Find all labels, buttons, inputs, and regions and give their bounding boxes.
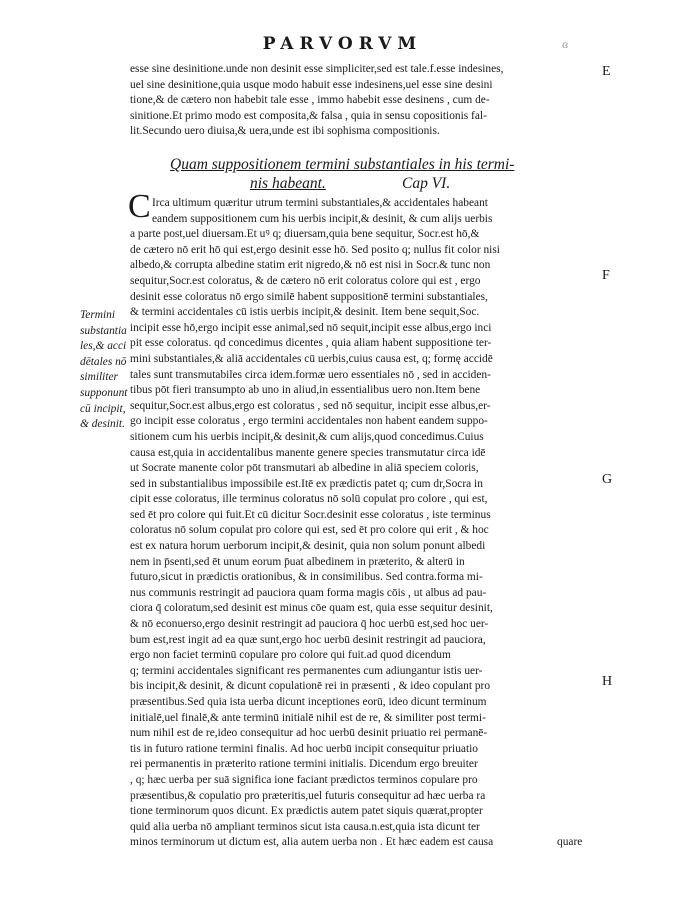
text-line: ergo non faciet terminū copulare pro colore qui fuit.ad quod dicendum xyxy=(130,649,451,662)
text-line: albedo,& corrupta albedine statim erit nigredo,& nō est nisi in Socr.& tunc non xyxy=(130,259,491,272)
text-line: & termini accidentales cū istis uerbis incipit,& desinit. Item bene sequit,Soc. xyxy=(130,306,480,319)
text-line: num nihil est de re,ideo consequitur ad hoc uerbū desinit priuatio rei permanē- xyxy=(130,727,488,740)
margin-note-line: supponunt xyxy=(80,386,128,399)
text-line: de cætero nō erit hō qui est,ergo desinit esse hō. Sed posito q; nullus fit color nisi xyxy=(130,243,500,256)
margin-note-line: les,& acci xyxy=(80,340,127,353)
text-line: nus communis restringit ad pauciora quam forma magis cōis , ut albus ad pau- xyxy=(130,586,487,599)
text-line: bum est,rest ingit ad ea quæ sunt,ergo hoc uerbū desinit restringit ad pauciora, xyxy=(130,633,486,646)
margin-letter-g: G xyxy=(602,472,613,487)
text-line: tione terminorum quos dicunt. Ex prædictis autem patet siquis quærat,propter xyxy=(130,805,483,818)
main-paragraph-body xyxy=(130,227,590,851)
text-line: bis incipit,& desinit, & dicunt copulationē rei in præsenti , & ideo copulant pro xyxy=(130,680,491,693)
text-line: ut Socrate manente color pōt transmutari ab albedine in aliā speciem coloris, xyxy=(130,462,479,475)
intro-paragraph xyxy=(130,62,590,140)
text-line: tis in futuro ratione termini finalis. Ad hoc uerbū incipit consequitur priuatio xyxy=(130,742,478,755)
text-line: rei permanentis in præterito ratione termini initialis. Dicendum ergo breuiter xyxy=(130,758,478,771)
margin-note-line: dētales nō xyxy=(80,355,127,368)
text-line: quid alia uerba nō ampliant terminos sicut ista causa.n.est,quia ista dicunt ter xyxy=(130,820,480,833)
top-mark: ɞ xyxy=(562,40,569,51)
text-line: minos terminorum ut dictum est, alia autem uerba non . Et hæc eadem est causa xyxy=(130,836,494,849)
text-line: uel sine desinitione,quia usque modo habuit esse indesinens,uel esse sine desini xyxy=(130,78,493,91)
catchword: quare xyxy=(557,836,583,848)
text-line: præsentibus.Sed quia ista uerba dicunt inceptiones eorū, ideo dicunt terminum xyxy=(130,696,487,708)
chapter-heading-line2: nis habeant. xyxy=(250,175,326,192)
chapter-number: Cap VI. xyxy=(402,175,451,192)
text-line: sequitur,Socr.est coloratus, & de cætero nō erit coloratus colore qui est , ergo xyxy=(130,274,481,287)
text-line: & nō econuerso,ergo desinit restringit ad pauciora q̄ hoc uerbū est,sed hoc uer- xyxy=(130,618,489,631)
text-line: tibus pōt fieri transumpto ab uno in aliud,in essentialibus uero non.Item bene xyxy=(130,384,481,397)
running-head: PARVORVM xyxy=(262,34,423,54)
text-line: Irca ultimum quæritur utrum termini substantiales,& accidentales habeant xyxy=(152,197,488,209)
margin-letter-h: H xyxy=(602,674,613,689)
text-line: nem in p̄senti,sed ēt unum eorum p̄uat albedinem in præterito, & alterū in xyxy=(130,555,465,568)
text-line: pit esse coloratus. qd concedimus dicentes , quia aliam habent suppositione ter- xyxy=(130,337,492,350)
text-line: incipit esse hō,ergo incipit esse animal,sed nō sequit,incipit esse albus,ergo inci xyxy=(130,321,492,334)
text-line: , q; hæc uerba per suā significa ione faciant prædictos terminos copulare pro xyxy=(130,773,478,786)
text-line: futuro,sicut in prædictis orationibus, & in consimilibus. Sed contra.forma mi- xyxy=(130,571,483,584)
text-line: sequitur,Socr.est albus,ergo est coloratus , sed nō sequitur, incipit esse albus,er- xyxy=(130,399,491,412)
margin-note-line: cū incipit, xyxy=(80,402,126,415)
text-line: sinitione.Et primo modo est composita,& falsa , quia in sensu copositionis fal- xyxy=(130,109,487,122)
margin-letter-e: E xyxy=(602,64,611,79)
text-line: causa est,quia in accidentalibus manente genere species transmutatur circa idē xyxy=(130,446,486,459)
text-line: sitionem cum his uerbis incipit,& desinit,& cum alijs,quod concedimus.Cuius xyxy=(130,430,484,443)
text-line: esse sine desinitione.unde non desinit esse simpliciter,sed est tale.f.esse indesines, xyxy=(130,63,504,75)
text-line: sed ēt pro colore qui fuit.Et cū dicitur Socr.desinit esse coloratus , iste terminus xyxy=(130,508,491,521)
text-line: tione,& de cætero non habebit tale esse , immo habebit esse desinens , cum de- xyxy=(130,94,490,107)
margin-note-line: & desinit. xyxy=(80,418,125,431)
chapter-heading-line1: Quam suppositionem termini substantiales in his termi- xyxy=(170,156,515,173)
text-line: tales sunt transmutabiles circa idem.formæ uero essentiales nō , sed in acciden- xyxy=(130,368,491,381)
margin-note-line: similiter xyxy=(80,371,118,384)
text-line: ciora q̄ coloratum,sed desinit est minus cōe quam est, quia esse sequitur desinit, xyxy=(130,602,493,615)
text-line: mini substantiales,& aliā accidentales cū uerbis,cuius causa est, q; formę accidē xyxy=(130,352,493,365)
text-line: initialē,uel finalē,& ante terminū initialē nihil est de re, & similiter post termi- xyxy=(130,711,486,724)
text-line: est ex natura horum uerborum incipit,& desinit, quia non solum ponunt albedi xyxy=(130,540,486,553)
margin-note-line: substantia xyxy=(80,324,127,337)
text-line: a parte post,uel diuersam.Et uꝰ q; diuersam,quia bene sequitur, Socr.est hō,& xyxy=(130,228,480,241)
text-line: desinit esse coloratus nō ergo similē habent suppositionē termini substantiales, xyxy=(130,290,488,303)
margin-letter-f: F xyxy=(602,268,610,283)
text-line: go incipit esse coloratus , ergo termini accidentales non habent eandem suppo- xyxy=(130,415,488,428)
text-line: eandem suppositionem cum his uerbis incipit,& desinit, & cum alijs uerbis xyxy=(152,212,493,225)
drop-cap: C xyxy=(128,188,151,225)
text-line: præsentibus,& copulatio pro præteritis,uel futuris consequitur ad hæc uerba ra xyxy=(130,789,486,802)
text-line: sed in substantialibus impossibile est.Itē ex prædictis patet q; cum dr,Socra in xyxy=(130,477,483,490)
text-line: cipit esse coloratus, ille terminus coloratus nō solū copulat pro colore , qui est, xyxy=(130,493,488,506)
margin-note-line: Termini xyxy=(80,309,116,321)
text-line: lit.Secundo uero diuisa,& uera,unde est ibi sophisma compositionis. xyxy=(130,125,440,138)
chapter-heading xyxy=(170,155,590,193)
text-line: coloratus nō solum copulat pro colore qui est, sed ēt pro colore qui erit , & hoc xyxy=(130,524,489,537)
text-line: q; termini accidentales significant res permanentes cum adiungantur istis uer- xyxy=(130,664,483,677)
main-paragraph xyxy=(152,196,594,227)
margin-note xyxy=(80,308,130,433)
